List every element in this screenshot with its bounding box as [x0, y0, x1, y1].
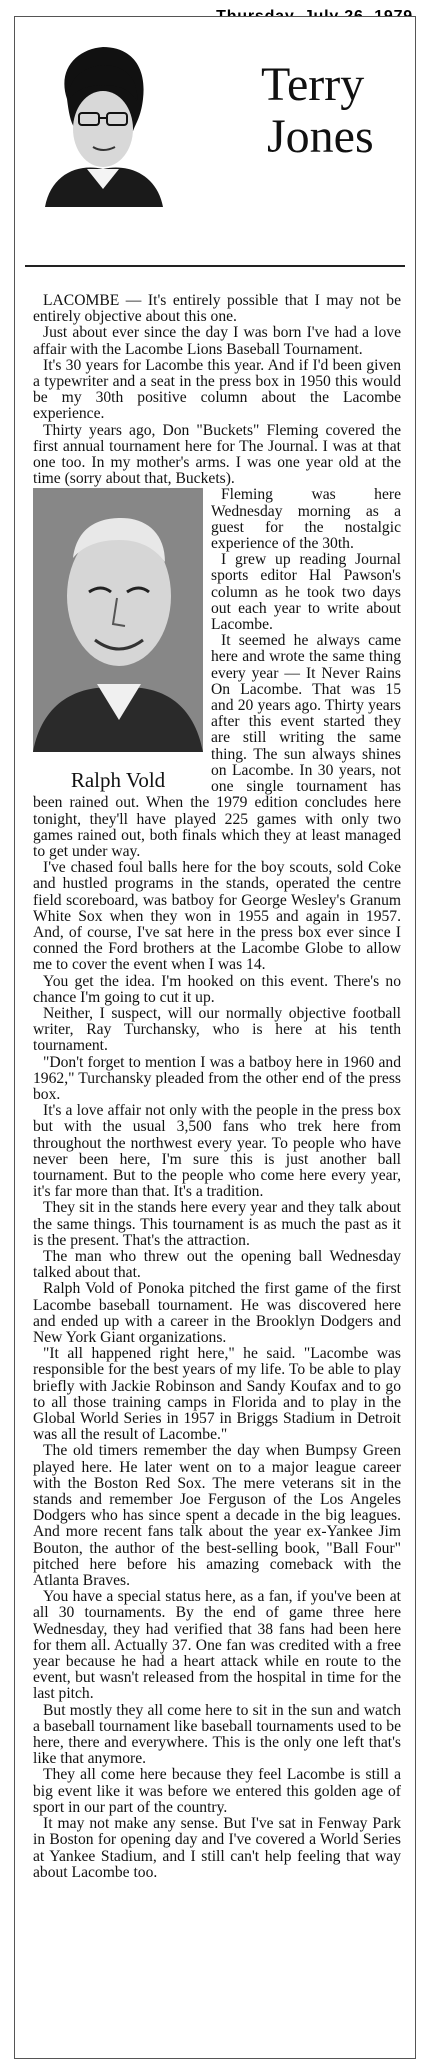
paragraph: "It all happened right here," he said. "Lacombe was responsible for the best years of my life. To be able to play briefly with Jackie Robinson and Sandy Koufax and to go to all those training camps in Florida and to play in the Global World Series in 1957 in Briggs Stadium in Detroit was all the result of Lacombe.": [33, 1345, 401, 1444]
paragraph: Ralph Vold of Ponoka pitched the first game of the first Lacombe baseball tournament. He was discovered here and ended up with a career in the Brooklyn Dodgers and New York Giant organizations.: [33, 1280, 401, 1346]
paragraph: I grew up reading Journal sports editor Hal Pawson's column as he took two days out each year to write about Lacombe.: [211, 551, 401, 634]
column-header: [25, 21, 405, 211]
article-body: [33, 293, 401, 1881]
paragraph: It's a love affair not only with the people in the press box but with the usual 3,500 fans who trek here from throughout the northwest every year. To people who have never been here, I'm sure this is just another ball tournament. But to the people who come here every year, it's far more than that. It's a tradition.: [33, 1102, 401, 1201]
columnist-photo: [37, 29, 169, 207]
paragraph: They sit in the stands here every year and they talk about the same things. This tournament is as much the past as it is the present. That's the attraction.: [33, 1199, 401, 1249]
paragraph: Thirty years ago, Don "Buckets" Fleming covered the first annual tournament here for The Journal. I was at that one too. In my mother's arms. I was one year old at the time (sorry about that, Buckets).: [33, 421, 401, 488]
paragraph: It seemed he always came here and wrote the same thing every year — It Never Rains On Lacombe. That was 15 and 20 years ago. Thirty years after this event started they are still writing the same thing. The sun always shines on Lacombe. In 30 years, not one single tournament has been rained out. When the 1979 edition concludes here tonight, they'll have played 225 games with only two games rained out, both finals which they at least managed to get under way.: [33, 632, 401, 860]
newspaper-clipping: [14, 16, 416, 2059]
paragraph: The man who threw out the opening ball Wednesday talked about that.: [33, 1247, 401, 1282]
columnist-name: [261, 59, 411, 163]
paragraph: It may not make any sense. But I've sat in Fenway Park in Boston for opening day and I've covered a World Series at Yankee Stadium, and I still can't help feeling that way about Lacombe too.: [33, 1815, 401, 1881]
paragraph: The old timers remember the day when Bumpsy Green played here. He later went on to a major league career with the Boston Red Sox. The mere veterans sit in the stands and remember Joe Ferguson of the Los Angeles Dodgers who has since spent a decade in the big leagues. And more recent fans talk about the year ex-Yankee Jim Bouton, the author of the best-selling book, "Ball Four" pitched here before his amazing comeback with the Atlanta Braves.: [33, 1442, 401, 1590]
paragraph: Fleming was here Wednesday morning as a guest for the nostalgic experience of the 30th.: [211, 486, 401, 553]
header-divider: [25, 265, 405, 267]
paragraph: You get the idea. I'm hooked on this event. There's no chance I'm going to cut it up.: [33, 972, 401, 1006]
columnist-first-name: Terry: [261, 58, 365, 111]
paragraph: They all come here because they feel Lacombe is still a big event like it was before we entered this golden age of sport in our part of the country.: [33, 1766, 401, 1816]
inset-photo-box: [33, 488, 203, 793]
paragraph: LACOMBE — It's entirely possible that I may not be entirely objective about this one.: [33, 292, 401, 326]
paragraph: Neither, I suspect, will our normally objective football writer, Ray Turchansky, who is here at his tenth tournament.: [33, 1004, 401, 1055]
paragraph: Just about ever since the day I was born I've had a love affair with the Lacombe Lions Baseball Tournament.: [33, 324, 401, 358]
paragraph: "Don't forget to mention I was a batboy here in 1960 and 1962," Turchansky pleaded from the other end of the press box.: [33, 1053, 401, 1103]
photo-caption: Ralph Vold: [70, 768, 166, 793]
paragraph: It's 30 years for Lacombe this year. And if I'd been given a typewriter and a seat in the press box in 1950 this would be my 30th positive column about the Lacombe experience.: [33, 356, 401, 423]
columnist-last-name: Jones: [267, 110, 374, 163]
paragraph: But mostly they all come here to sit in the sun and watch a baseball tournament like baseball tournaments used to be here, there and everywhere. This is the only one left that's like that anymore.: [33, 1701, 401, 1768]
paragraph: You have a special status here, as a fan, if you've been at all 30 tournaments. By the end of game three here Wednesday, they had verified that 38 fans had been here for them all. Actually 37. One fan was credited with a free year because he had a heart attack while en route to the event, but wasn't released from the hospital in time for the last pitch.: [33, 1588, 401, 1703]
paragraph: I've chased foul balls here for the boy scouts, sold Coke and hustled programs in the stands, operated the centre field scoreboard, was batboy for George Wesley's Granum White Sox when they won in 1955 and again in 1957. And, of course, I've sat here in the press box ever since I conned the Ford brothers at the Lacombe Globe to allow me to cover the event when I was 14.: [33, 859, 401, 974]
ralph-vold-photo: [33, 488, 203, 752]
